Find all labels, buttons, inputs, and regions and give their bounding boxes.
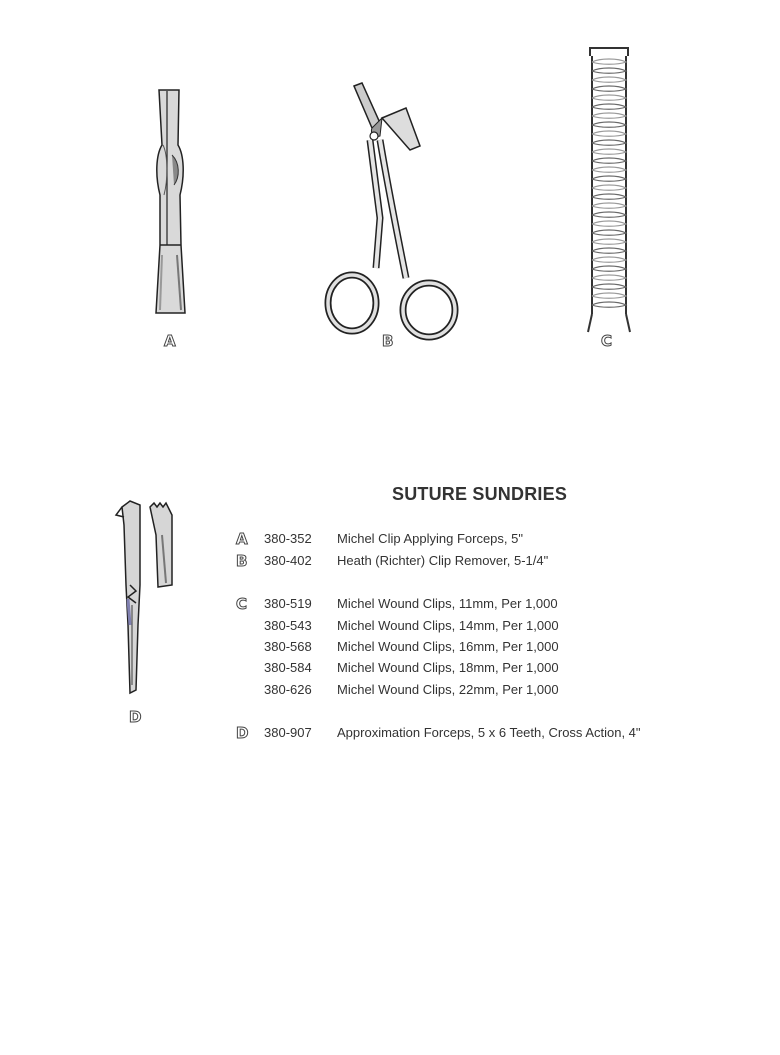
figure-d-label: D (129, 708, 142, 726)
clip-rung (592, 95, 626, 100)
item-description: Michel Wound Clips, 14mm, Per 1,000 (337, 618, 559, 633)
item-letter: D (236, 724, 249, 742)
clip-rung (592, 113, 626, 118)
wound-clip-strip-illustration (582, 44, 636, 334)
clip-rung (592, 293, 626, 298)
item-code: 380-352 (264, 531, 312, 546)
item-code: 380-402 (264, 553, 312, 568)
clip-rung (592, 131, 626, 136)
catalog-row (0, 553, 780, 573)
clip-rung (592, 122, 626, 127)
item-letter: B (236, 552, 248, 570)
catalog-row (0, 618, 780, 638)
item-description: Approximation Forceps, 5 x 6 Teeth, Cross Action, 4" (337, 725, 641, 740)
clip-rung (592, 302, 626, 307)
item-description: Michel Wound Clips, 11mm, Per 1,000 (337, 596, 558, 611)
clip-rung (592, 59, 626, 64)
catalog-row (0, 531, 780, 551)
clip-rung (592, 275, 626, 280)
clip-rung (592, 257, 626, 262)
clip-applying-forceps-illustration (150, 85, 190, 320)
item-code: 380-519 (264, 596, 312, 611)
item-code: 380-584 (264, 660, 312, 675)
clip-rung (592, 77, 626, 82)
clip-rung (592, 239, 626, 244)
clip-rung (592, 230, 626, 235)
clip-rung (592, 140, 626, 145)
item-code: 380-907 (264, 725, 312, 740)
item-description: Michel Wound Clips, 16mm, Per 1,000 (337, 639, 559, 654)
clip-rung (592, 176, 626, 181)
item-letter: C (236, 595, 248, 613)
clip-rung (592, 167, 626, 172)
section-title: SUTURE SUNDRIES (392, 484, 568, 504)
clip-rung (592, 248, 626, 253)
clip-rung (592, 149, 626, 154)
clip-rung (592, 221, 626, 226)
item-description: Michel Clip Applying Forceps, 5" (337, 531, 523, 546)
catalog-row (0, 725, 780, 745)
catalog-row (0, 660, 780, 680)
item-description: Heath (Richter) Clip Remover, 5-1/4" (337, 553, 549, 568)
catalog-row (0, 682, 780, 702)
clip-rung (592, 266, 626, 271)
figure-b-label: B (382, 332, 394, 350)
figure-c-label: C (601, 332, 613, 350)
clip-remover-illustration (322, 78, 462, 343)
item-letter: A (236, 530, 248, 548)
clip-rung (592, 158, 626, 163)
item-description: Michel Wound Clips, 22mm, Per 1,000 (337, 682, 559, 697)
clip-rung (592, 104, 626, 109)
clip-rung (592, 284, 626, 289)
clip-rung (592, 203, 626, 208)
figure-a-label: A (164, 332, 176, 350)
clip-rung (592, 194, 626, 199)
clip-rung (592, 68, 626, 73)
item-code: 380-626 (264, 682, 312, 697)
item-code: 380-568 (264, 639, 312, 654)
catalog-row (0, 639, 780, 659)
clip-rung (592, 185, 626, 190)
clip-rung (592, 212, 626, 217)
item-code: 380-543 (264, 618, 312, 633)
catalog-row (0, 596, 780, 616)
clip-rung (592, 86, 626, 91)
item-description: Michel Wound Clips, 18mm, Per 1,000 (337, 660, 559, 675)
